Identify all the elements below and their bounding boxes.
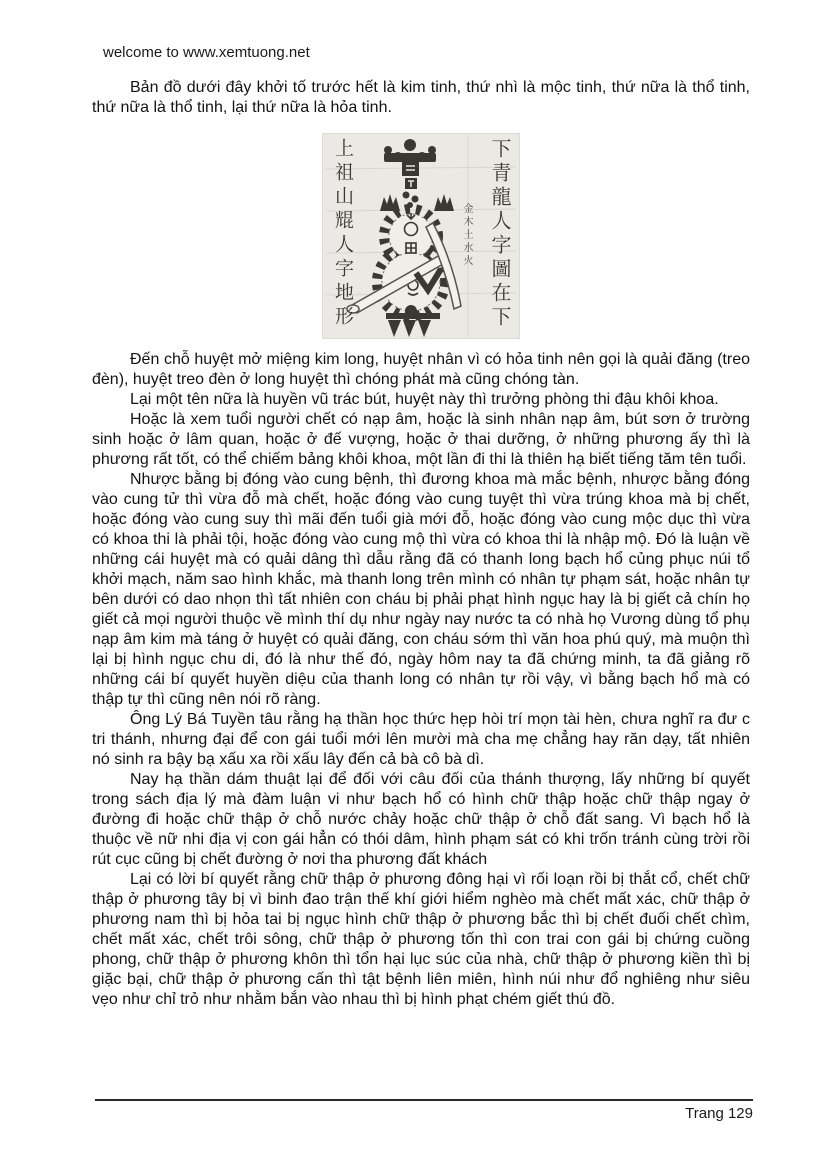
body-paragraph: Đến chỗ huyệt mở miệng kim long, huyệt nhân vì có hỏa tinh nên gọi là quải đăng (treo đèn), huyệt treo đèn ở long huyệt thì chóng phát mà cũng chóng tàn. xyxy=(92,351,750,388)
talisman-figure xyxy=(322,133,520,339)
page-number: Trang 129 xyxy=(685,1105,753,1122)
body-paragraph: Nhược bằng bị đóng vào cung bệnh, thì đương khoa mà mắc bệnh, nhược bằng đóng vào cung tử thì vừa đỗ mà chết, hoặc đóng vào cung tuyệt thì vừa trúng khoa mà bị chết, hoặc đóng vào cung suy thì mãi đến tuổi già mới đỗ, hoặc đóng vào cung mộc dục thì vừa có khoa thi là phải tội, hoặc đóng vào cung mộ thì vừa có khoa thi là nhập mộ. Đó là luận về những cái huyệt mà có quải dâng thì dẫu rằng đã có thanh long bạch hổ củng phục núi tổ khởi mạch, năm sao hình khắc, mà thanh long trên mình có nhân tự phạm sát, hoặc nhân tự bên dưới có dao nhọn thì tất nhiên con cháu bị phải phạt hình ngục hay là bị giết cả chín họ giết cả mọi người thuộc về mình thí dụ như ngày nay nước ta có nhà họ Vương dùng tổ phụ nạp âm kim mà táng ở huyệt có quải đăng, con cháu sớm thì văn hoa phú quý, mà muộn thì lại bị hình ngục chu di, đó là như thế đó, ngày hôm nay ta đã chứng minh, ta đã giảng rõ những cái bí quyết huyền diệu của thanh long có nhân tự rồi vậy, vì bằng bạch hổ mà có thập tự thì cũng nên nói rõ ràng. xyxy=(92,471,750,708)
body-paragraph: Lại một tên nữa là huyền vũ trác bút, huyệt này thì trưởng phòng thi đậu khôi khoa. xyxy=(130,391,719,408)
intro-paragraph: Bản đồ dưới đây khởi tố trước hết là kim tinh, thứ nhì là mộc tinh, thứ nữa là thổ tinh, thứ nữa là thổ tinh, lại thứ nữa là hỏa tinh. xyxy=(92,79,750,116)
body-paragraph: Nay hạ thần dám thuật lại để đối với câu đối của thánh thượng, lấy những bí quyết trong sách địa lý mà đàm luận vi như bạch hổ có hình chữ thập hoặc chữ thập ngay ở đường đi hoặc chữ thập ở chỗ nước chảy hoặc chữ thập ở chỗ đất sang. Vì bạch hổ là thuộc về nữ nhi địa vị con gái hẳn có thói dâm, hình phạm sát có khi trốn tránh cùng trời rồi rút cục cũng bị chết đường ở nơi tha phương đất khách xyxy=(92,771,750,868)
figure-elements-caption: 金木土水火 xyxy=(461,203,472,268)
figure-right-caption: 下青龍人字圖在下 xyxy=(488,138,512,330)
page-footer xyxy=(95,1099,753,1122)
body-paragraph: Hoặc là xem tuổi người chết có nạp âm, hoặc là sinh nhân nạp âm, bút sơn ở trường sinh hoặc ở lâm quan, hoặc ở đế vượng, hoặc ở thai dưỡng, ở những phương ấy thì là phương rất tốt, có thể chiếm bảng khôi khoa, một lần đi thi là thiên hạ biết tiếng tăm tên tuổi. xyxy=(92,411,750,468)
body-text xyxy=(92,350,750,1010)
body-paragraph: Ông Lý Bá Tuyền tâu rằng hạ thần học thức hẹp hòi trí mọn tài hèn, chưa nghĩ ra đư c tri thánh, nhưng đại để con gái tuổi mới lên mười mà cha mẹ chẳng hay răn dạy, tất nhiên nó sinh ra bậy bạ xấu xa rồi xấu lây đến cả bà cô bà dì. xyxy=(92,711,750,768)
figure-left-caption: 上祖山尡人字地形 xyxy=(332,138,354,330)
page-header: welcome to www.xemtuong.net xyxy=(103,44,310,61)
body-paragraph: Lại có lời bí quyết rằng chữ thập ở phương đông hại vì rối loạn rồi bị thắt cổ, chết chữ thập ở phương tây bị vì binh đao trận thế khí giới hiểm nghèo mà chết mất xác, chữ thập ở phương nam thì bị hỏa tai bị ngục hình chữ thập ở phương bắc thì bị chết đuối chết chìm, chết mất xác, chết trôi sông, chữ thập ở phương tốn thì con trai con gái bị chứng cuồng phong, chữ thập ở phương khôn thì tổn hại lục súc của nhà, chữ thập ở phương kiền thì bị giặc bại, chữ thập ở phương cấn thì tật bệnh liên miên, hình núi như đổ nghiêng như siêu vẹo như chỉ trỏ như nhằm bắn vào nhau thì bị hình phạt chém giết thú đồ. xyxy=(92,871,750,1008)
